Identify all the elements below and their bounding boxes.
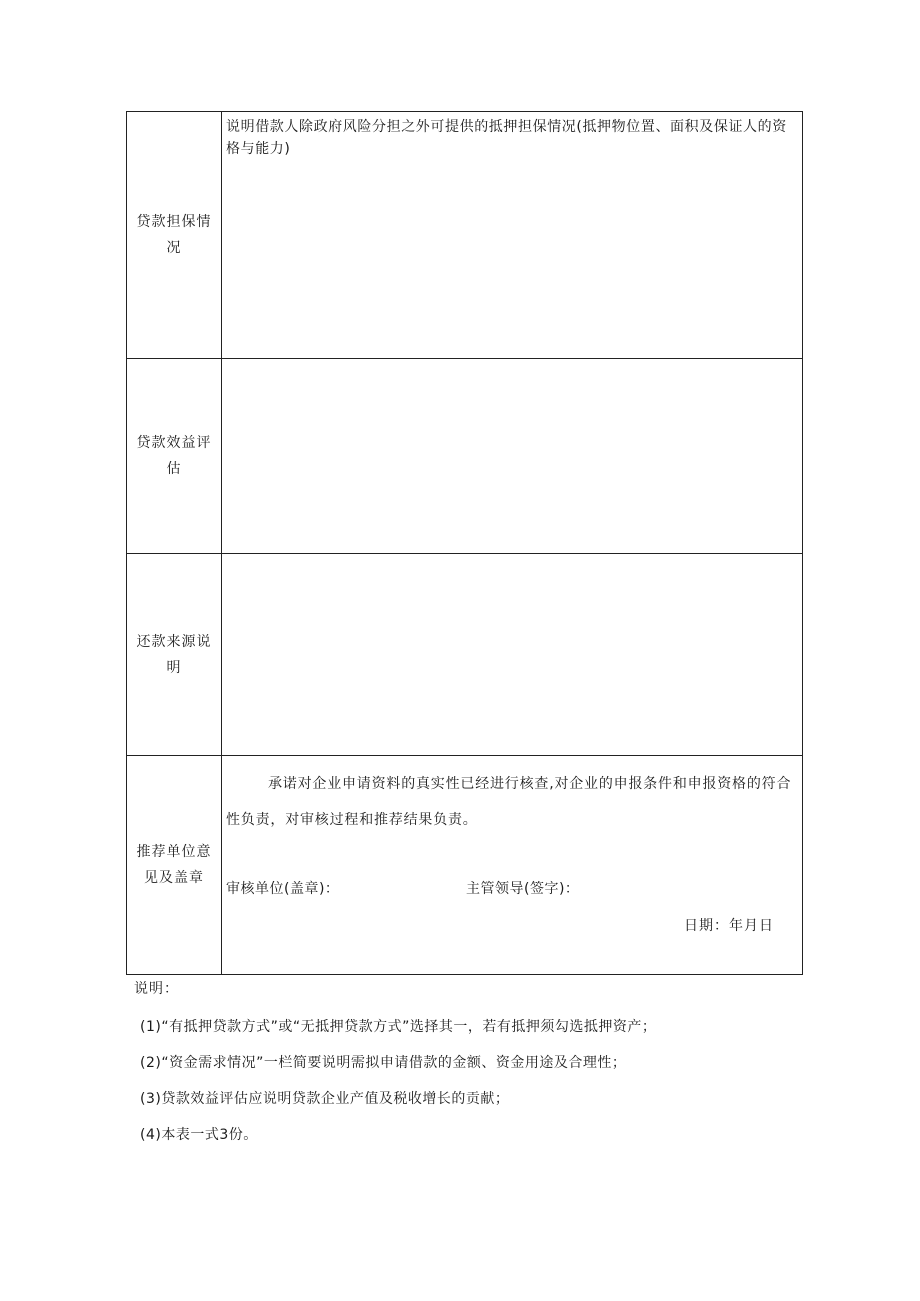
note-item: (4)本表一式3份。 <box>140 1127 258 1143</box>
loan-benefit-label: 贷款效益评估 <box>136 435 212 477</box>
recommend-unit-field <box>222 756 803 975</box>
row-label-cell <box>127 359 222 554</box>
loan-guarantee-label: 贷款担保情况 <box>136 214 212 256</box>
recommend-box <box>222 756 802 974</box>
table-row <box>127 112 803 359</box>
loan-guarantee-instructions: 说明借款人除政府风险分担之外可提供的抵押担保情况(抵押物位置、面积及保证人的资格与能力) <box>226 119 787 157</box>
note-item: (3)贷款效益评估应说明贷款企业产值及税收增长的贡献； <box>140 1091 510 1107</box>
repayment-source-label: 还款来源说明 <box>136 633 212 676</box>
repayment-source-field[interactable] <box>222 554 803 756</box>
note-item: (2)“资金需求情况”一栏简要说明需拟申请借款的金额、资金用途及合理性； <box>140 1055 627 1071</box>
loan-guarantee-field[interactable] <box>222 112 803 359</box>
commitment-statement: 承诺对企业申请资料的真实性已经进行核查,对企业的申报条件和申报资格的符合性负责，对审核过程和推荐结果负责。 <box>226 776 792 828</box>
leader-signature-label: 主管领导(签字)： <box>466 881 580 897</box>
table-row <box>127 359 803 554</box>
table-row <box>127 554 803 756</box>
table-row <box>127 756 803 975</box>
row-label-cell <box>127 554 222 756</box>
recommend-unit-label: 推荐单位意见及盖章 <box>136 844 212 886</box>
notes-section <box>134 978 794 1160</box>
note-item: (1)“有抵押贷款方式”或“无抵押贷款方式”选择其一，若有抵押须勾选抵押资产； <box>140 1019 657 1035</box>
loan-application-table <box>126 111 803 975</box>
date-label: 日期：年月日 <box>684 918 774 934</box>
notes-title: 说明： <box>134 981 179 997</box>
row-label-cell <box>127 112 222 359</box>
audit-unit-seal-label: 审核单位(盖章)： <box>226 881 340 897</box>
row-label-cell <box>127 756 222 975</box>
loan-benefit-field[interactable] <box>222 359 803 554</box>
